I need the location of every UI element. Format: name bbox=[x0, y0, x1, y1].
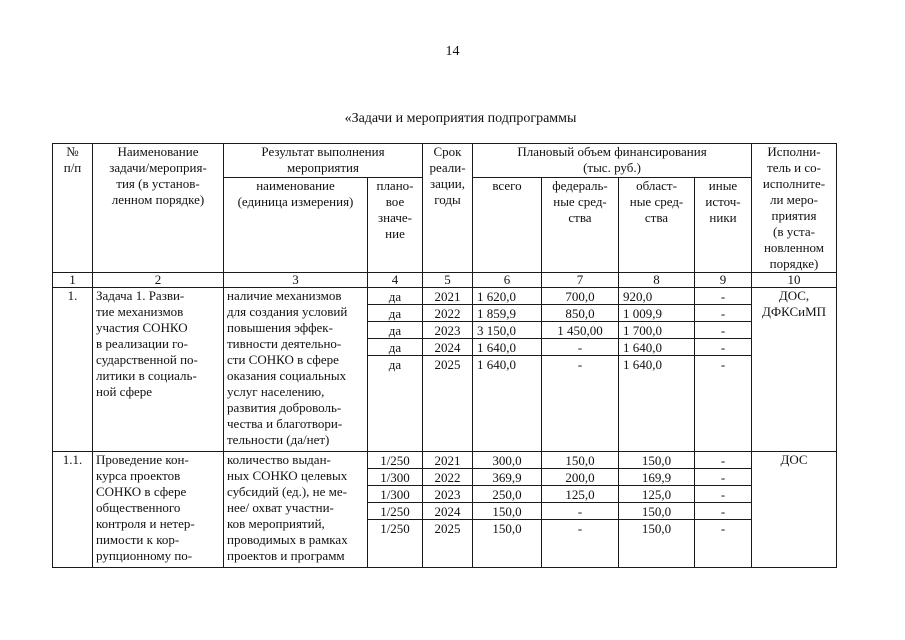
federal-value: - bbox=[542, 503, 618, 520]
federal-value: 1 450,00 bbox=[542, 322, 618, 339]
row-total bbox=[473, 288, 542, 452]
row-num: 1.1. bbox=[53, 452, 93, 568]
other-value: - bbox=[695, 339, 751, 356]
header-result-plan: плано- вое значе- ние bbox=[368, 177, 423, 272]
year: 2023 bbox=[423, 486, 472, 503]
plan-value: да bbox=[368, 305, 422, 322]
header-row-1 bbox=[53, 144, 837, 178]
column-number: 8 bbox=[619, 273, 695, 288]
plan-value: да bbox=[388, 357, 402, 372]
header-num: № п/п bbox=[53, 144, 93, 273]
row-federal bbox=[542, 288, 619, 452]
federal-value: - bbox=[542, 339, 618, 356]
row-name: Задача 1. Разви- тие механизмов участия СОНКО в реализации го- сударственной по- литики в социаль- ной сфере bbox=[93, 288, 224, 452]
column-number: 9 bbox=[695, 273, 752, 288]
total-value: 150,0 bbox=[473, 503, 541, 520]
column-number: 7 bbox=[542, 273, 619, 288]
federal-value: - bbox=[577, 357, 583, 372]
row-executor: ДОС bbox=[752, 452, 837, 568]
federal-value: 850,0 bbox=[542, 305, 618, 322]
year: 2021 bbox=[423, 452, 472, 469]
year: 2022 bbox=[423, 305, 472, 322]
regional-value: 920,0 bbox=[619, 288, 694, 305]
row-name: Проведение кон- курса проектов СОНКО в сфере общественного контроля и нетер- пимости к кор- рупционному по- bbox=[93, 452, 224, 568]
row-num: 1. bbox=[53, 288, 93, 452]
other-value: - bbox=[695, 503, 751, 520]
other-value: - bbox=[695, 322, 751, 339]
year: 2025 bbox=[434, 521, 461, 536]
row-result: количество выдан- ных СОНКО целевых субсидий (ед.), не ме- нее/ охват участни- ков мероприятий, проводимых в рамках проектов и программ bbox=[224, 452, 368, 568]
header-executor: Исполни- тель и со- исполните- ли меро- приятия (в уста- новленном порядке) bbox=[752, 144, 837, 273]
subprogram-table bbox=[52, 143, 837, 568]
plan-value: да bbox=[368, 339, 422, 356]
row-total bbox=[473, 452, 542, 568]
header-total: всего bbox=[473, 177, 542, 272]
header-federal: федераль- ные сред- ства bbox=[542, 177, 619, 272]
plan-value: 1/300 bbox=[368, 486, 422, 503]
row-regional bbox=[619, 452, 695, 568]
row-executor: ДОС, ДФКСиМП bbox=[752, 288, 837, 452]
column-number: 3 bbox=[224, 273, 368, 288]
column-number: 10 bbox=[752, 273, 837, 288]
row-regional bbox=[619, 288, 695, 452]
year: 2025 bbox=[434, 357, 461, 372]
header-result-name: наименование (единица измерения) bbox=[224, 177, 368, 272]
column-number: 5 bbox=[423, 273, 473, 288]
row-years bbox=[423, 452, 473, 568]
regional-value: 1 009,9 bbox=[619, 305, 694, 322]
row-plan-values bbox=[368, 288, 423, 452]
header-other: иные источ- ники bbox=[695, 177, 752, 272]
regional-value: 150,0 bbox=[641, 521, 672, 536]
total-value: 150,0 bbox=[492, 521, 522, 536]
year: 2022 bbox=[423, 469, 472, 486]
total-value: 1 620,0 bbox=[473, 288, 541, 305]
federal-value: 150,0 bbox=[542, 452, 618, 469]
row-result: наличие механизмов для создания условий повышения эффек- тивности деятельно- сти СОНКО в сфере оказания социальных услуг населению, развития доброволь- чества и благотвори- тельности (да/нет) bbox=[224, 288, 368, 452]
plan-value: 1/250 bbox=[380, 521, 410, 536]
plan-value: да bbox=[368, 322, 422, 339]
regional-value: 1 640,0 bbox=[619, 339, 694, 356]
federal-value: 200,0 bbox=[542, 469, 618, 486]
regional-value: 1 700,0 bbox=[619, 322, 694, 339]
year: 2024 bbox=[423, 503, 472, 520]
total-value: 3 150,0 bbox=[473, 322, 541, 339]
year: 2024 bbox=[423, 339, 472, 356]
header-regional: област- ные сред- ства bbox=[619, 177, 695, 272]
table-row bbox=[53, 452, 837, 568]
header-funding: Плановый объем финансирования (тыс. руб.) bbox=[473, 144, 752, 178]
page-number: 14 bbox=[445, 44, 460, 59]
regional-value: 150,0 bbox=[619, 452, 694, 469]
other-value: - bbox=[720, 521, 726, 536]
header-result: Результат выполнения мероприятия bbox=[224, 144, 423, 178]
total-value: 369,9 bbox=[473, 469, 541, 486]
federal-value: 125,0 bbox=[542, 486, 618, 503]
total-value: 1 640,0 bbox=[477, 357, 516, 372]
other-value: - bbox=[695, 452, 751, 469]
row-other bbox=[695, 288, 752, 452]
total-value: 1 640,0 bbox=[473, 339, 541, 356]
row-plan-values bbox=[368, 452, 423, 568]
total-value: 1 859,9 bbox=[473, 305, 541, 322]
column-number: 2 bbox=[93, 273, 224, 288]
column-number: 1 bbox=[53, 273, 93, 288]
column-number: 4 bbox=[368, 273, 423, 288]
year: 2021 bbox=[423, 288, 472, 305]
section-title: «Задачи и мероприятия подпрограммы bbox=[344, 111, 577, 126]
regional-value: 1 640,0 bbox=[623, 357, 662, 372]
row-federal bbox=[542, 452, 619, 568]
federal-value: - bbox=[577, 521, 583, 536]
row-other bbox=[695, 452, 752, 568]
plan-value: 1/250 bbox=[368, 503, 422, 520]
total-value: 300,0 bbox=[473, 452, 541, 469]
other-value: - bbox=[695, 486, 751, 503]
total-value: 250,0 bbox=[473, 486, 541, 503]
row-years bbox=[423, 288, 473, 452]
regional-value: 125,0 bbox=[619, 486, 694, 503]
other-value: - bbox=[695, 469, 751, 486]
column-numbers-row bbox=[53, 273, 837, 288]
header-name: Наименование задачи/мероприя- тия (в установ- ленном порядке) bbox=[93, 144, 224, 273]
table-row bbox=[53, 288, 837, 452]
other-value: - bbox=[695, 305, 751, 322]
header-term: Срок реали- зации, годы bbox=[423, 144, 473, 273]
other-value: - bbox=[720, 357, 726, 372]
regional-value: 150,0 bbox=[619, 503, 694, 520]
plan-value: 1/300 bbox=[368, 469, 422, 486]
plan-value: 1/250 bbox=[368, 452, 422, 469]
column-number: 6 bbox=[473, 273, 542, 288]
year: 2023 bbox=[423, 322, 472, 339]
plan-value: да bbox=[368, 288, 422, 305]
regional-value: 169,9 bbox=[619, 469, 694, 486]
federal-value: 700,0 bbox=[542, 288, 618, 305]
other-value: - bbox=[695, 288, 751, 305]
